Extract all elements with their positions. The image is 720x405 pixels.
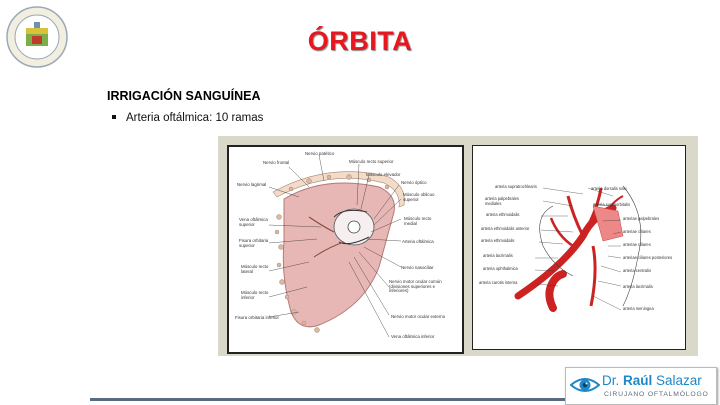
orbit-anatomy-illustration: [229, 147, 462, 352]
footer-rule: [90, 398, 566, 401]
label-musculo-recto-lateral: Músculo recto lateral: [241, 264, 269, 274]
label-arteria-dorsalis-nasi: arteria dorsalis nasi: [591, 186, 627, 191]
label-musculo-recto-inferior: Músculo recto inferior: [241, 290, 269, 300]
label-arteria-ethmoidalis-1: arteria ethmoidalis: [486, 212, 520, 217]
doctor-last-name: Salazar: [652, 373, 702, 388]
label-vena-oftalmica-superior: Vena oftálmica superior: [239, 217, 268, 227]
label-nervio-nasociliar: Nervio nasociliar: [401, 265, 434, 270]
label-arteria-meningea: arteria meningea: [623, 306, 654, 311]
slide-title: ÓRBITA: [307, 26, 413, 56]
label-arteria-ethmoidalis-2: arteria ethmoidalis: [481, 238, 515, 243]
label-arteria-ethmoidalis-anterior: arteria ethmoidalis anterior: [481, 226, 530, 231]
label-nervio-motor-ocular-comun: Nervio motor ocular común (divisiones superiores e inferiores): [389, 279, 442, 294]
label-musculo-recto-superior: Músculo recto superior: [349, 159, 394, 164]
label-fisura-orbitaria-inferior: Fisura orbitaria inferior: [235, 315, 279, 320]
label-arteriae-ciliares-2: arteriae ciliares: [623, 242, 651, 247]
label-arteria-palpebrales-mediales: arteria palpebrales mediales: [485, 196, 519, 206]
bullet-text: Arteria oftálmica: 10 ramas: [126, 112, 264, 124]
label-musculo-elevador: Músculo elevador: [366, 172, 401, 177]
doctor-prefix: Dr.: [602, 373, 624, 388]
bullet-square-icon: [112, 115, 116, 119]
label-arteriae-ciliares-posteriores: arteriae ciliares posteriores: [623, 255, 673, 260]
bullet-item: [112, 112, 263, 124]
doctor-brand-logo: [565, 367, 717, 405]
label-nervio-patetico: Nervio patético: [305, 151, 335, 156]
label-arteriae-ciliares-1: arteriae ciliares: [623, 229, 651, 234]
label-arteria-lacrimalis-left: arteria lacrimalis: [483, 253, 513, 258]
eye-icon: [570, 375, 600, 395]
label-arteria-oftalmica: Arteria oftálmica: [402, 239, 434, 244]
label-musculo-recto-medial: Músculo recto medial: [404, 216, 432, 226]
label-fisura-orbitaria-superior: Fisura orbitaria superior: [239, 238, 269, 248]
orbit-anatomy-figure: [227, 145, 464, 354]
section-heading: IRRIGACIÓN SANGUÍNEA: [107, 89, 261, 103]
label-vena-oftalmica-inferior: Vena oftálmica inferior: [391, 334, 435, 339]
doctor-profession: CIRUJANO OFTALMÓLOGO: [604, 391, 709, 398]
doctor-first-name: Raúl: [623, 373, 653, 388]
label-arteria-supraorbitalis: arteria supraorbitalis: [593, 202, 631, 207]
label-nervio-optico: Nervio óptico: [401, 180, 427, 185]
label-musculo-oblicuo-superior: Músculo oblicuo superior: [403, 192, 435, 202]
label-arteriae-palpebrales: arteriae palpebrales: [623, 216, 660, 221]
label-nervio-frontal: Nervio frontal: [263, 160, 290, 165]
label-arteria-centralis: arteria centralis: [623, 268, 651, 273]
label-nervio-lagrimal: Nervio lagrimal: [237, 182, 267, 187]
label-nervio-motor-ocular-externo: Nervio motor ocular externo: [391, 314, 446, 319]
label-arteria-ophthalmica: arteria ophthalmica: [483, 266, 518, 271]
ophthalmic-artery-illustration: [473, 146, 685, 349]
ophthalmic-artery-figure: [472, 145, 686, 350]
label-arteria-lacrimalis-right: arteria lacrimalis: [623, 284, 653, 289]
doctor-name: [602, 373, 702, 388]
label-arteria-carotis-interna: arteria carotis interna: [479, 280, 518, 285]
label-arteria-supratrochlearis: arteria supratrochlearis: [495, 184, 537, 189]
